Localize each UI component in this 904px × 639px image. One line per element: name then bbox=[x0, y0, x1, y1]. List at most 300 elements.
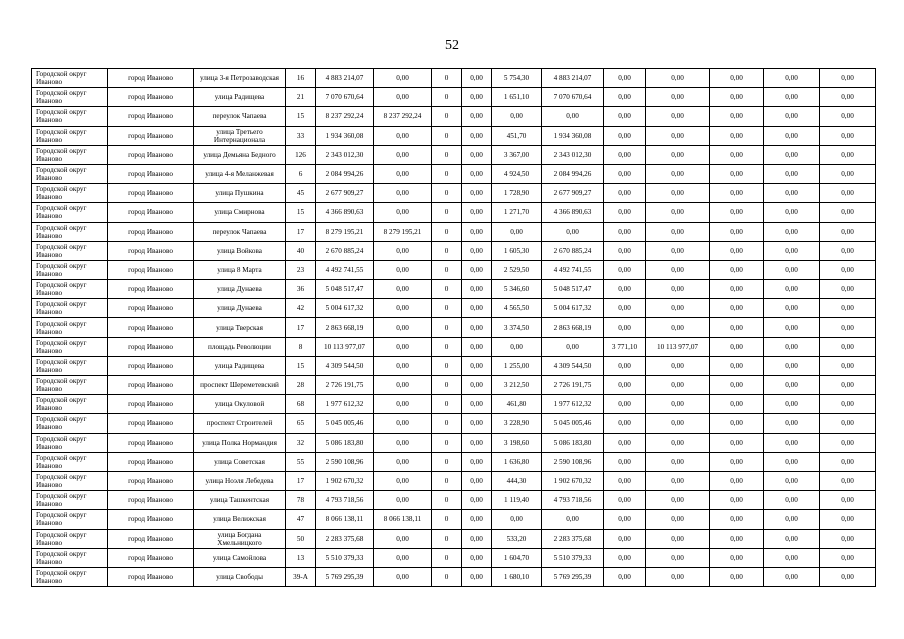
cell-col-14: 0,00 bbox=[764, 337, 820, 356]
cell-col-14: 0,00 bbox=[764, 318, 820, 337]
cell-col-10: 1 977 612,32 bbox=[542, 395, 604, 414]
cell-col-10: 4 883 214,07 bbox=[542, 69, 604, 88]
cell-col-10: 5 048 517,47 bbox=[542, 280, 604, 299]
cell-col-13: 0,00 bbox=[710, 491, 764, 510]
cell-street: улица Окуловой bbox=[194, 395, 286, 414]
cell-total-cost: 5 769 295,39 bbox=[316, 567, 374, 586]
cell-col-7: 0 bbox=[432, 337, 462, 356]
cell-okrug: Городской округ Иваново bbox=[32, 510, 108, 529]
cell-col-6: 0,00 bbox=[374, 471, 432, 490]
cell-col-15: 0,00 bbox=[820, 414, 876, 433]
cell-total-cost: 5 048 517,47 bbox=[316, 280, 374, 299]
cell-street: улица Богдана Хмельницкого bbox=[194, 529, 286, 548]
table-row bbox=[32, 222, 876, 241]
cell-col-12: 0,00 bbox=[646, 107, 710, 126]
cell-col-7: 0 bbox=[432, 395, 462, 414]
cell-col-8: 0,00 bbox=[462, 184, 492, 203]
cell-okrug: Городской округ Иваново bbox=[32, 145, 108, 164]
cell-col-8: 0,00 bbox=[462, 567, 492, 586]
cell-col-7: 0 bbox=[432, 376, 462, 395]
table-row bbox=[32, 337, 876, 356]
cell-okrug: Городской округ Иваново bbox=[32, 126, 108, 145]
cell-col-7: 0 bbox=[432, 126, 462, 145]
cell-col-8: 0,00 bbox=[462, 529, 492, 548]
table-row bbox=[32, 529, 876, 548]
cell-house: 16 bbox=[286, 69, 316, 88]
cell-settlement: город Иваново bbox=[108, 337, 194, 356]
cell-col-9: 1 271,70 bbox=[492, 203, 542, 222]
cell-col-8: 0,00 bbox=[462, 241, 492, 260]
cell-okrug: Городской округ Иваново bbox=[32, 203, 108, 222]
cell-col-9: 3 212,50 bbox=[492, 376, 542, 395]
cell-col-13: 0,00 bbox=[710, 107, 764, 126]
cell-col-12: 0,00 bbox=[646, 376, 710, 395]
cell-street: проспект Шереметевский bbox=[194, 376, 286, 395]
cell-okrug: Городской округ Иваново bbox=[32, 241, 108, 260]
cell-col-7: 0 bbox=[432, 433, 462, 452]
cell-col-9: 444,30 bbox=[492, 471, 542, 490]
cell-col-15: 0,00 bbox=[820, 126, 876, 145]
cell-house: 55 bbox=[286, 452, 316, 471]
table-row bbox=[32, 241, 876, 260]
data-table bbox=[31, 68, 876, 587]
cell-col-7: 0 bbox=[432, 414, 462, 433]
cell-col-10: 2 343 012,30 bbox=[542, 145, 604, 164]
cell-col-15: 0,00 bbox=[820, 318, 876, 337]
cell-street: улица Смирнова bbox=[194, 203, 286, 222]
cell-settlement: город Иваново bbox=[108, 126, 194, 145]
cell-col-12: 0,00 bbox=[646, 280, 710, 299]
cell-col-10: 2 726 191,75 bbox=[542, 376, 604, 395]
table-row bbox=[32, 548, 876, 567]
cell-col-10: 5 510 379,33 bbox=[542, 548, 604, 567]
cell-col-14: 0,00 bbox=[764, 241, 820, 260]
cell-house: 6 bbox=[286, 164, 316, 183]
cell-col-10: 2 677 909,27 bbox=[542, 184, 604, 203]
cell-col-8: 0,00 bbox=[462, 452, 492, 471]
cell-house: 21 bbox=[286, 88, 316, 107]
table-row bbox=[32, 203, 876, 222]
cell-settlement: город Иваново bbox=[108, 395, 194, 414]
cell-col-13: 0,00 bbox=[710, 299, 764, 318]
cell-col-14: 0,00 bbox=[764, 376, 820, 395]
cell-col-14: 0,00 bbox=[764, 567, 820, 586]
cell-col-14: 0,00 bbox=[764, 126, 820, 145]
cell-col-11: 0,00 bbox=[604, 107, 646, 126]
cell-settlement: город Иваново bbox=[108, 376, 194, 395]
cell-col-11: 0,00 bbox=[604, 280, 646, 299]
cell-house: 15 bbox=[286, 356, 316, 375]
table-row bbox=[32, 414, 876, 433]
cell-settlement: город Иваново bbox=[108, 433, 194, 452]
cell-okrug: Городской округ Иваново bbox=[32, 88, 108, 107]
cell-settlement: город Иваново bbox=[108, 69, 194, 88]
cell-col-12: 0,00 bbox=[646, 471, 710, 490]
cell-col-7: 0 bbox=[432, 318, 462, 337]
cell-col-6: 0,00 bbox=[374, 164, 432, 183]
cell-house: 15 bbox=[286, 203, 316, 222]
cell-col-6: 0,00 bbox=[374, 88, 432, 107]
cell-col-14: 0,00 bbox=[764, 184, 820, 203]
cell-total-cost: 5 510 379,33 bbox=[316, 548, 374, 567]
cell-total-cost: 4 366 890,63 bbox=[316, 203, 374, 222]
cell-col-11: 0,00 bbox=[604, 356, 646, 375]
cell-col-11: 3 771,10 bbox=[604, 337, 646, 356]
cell-street: улица Третьего Интернационала bbox=[194, 126, 286, 145]
cell-col-9: 4 924,50 bbox=[492, 164, 542, 183]
cell-col-13: 0,00 bbox=[710, 395, 764, 414]
cell-col-15: 0,00 bbox=[820, 280, 876, 299]
cell-col-7: 0 bbox=[432, 299, 462, 318]
cell-col-8: 0,00 bbox=[462, 222, 492, 241]
cell-col-12: 0,00 bbox=[646, 222, 710, 241]
cell-settlement: город Иваново bbox=[108, 471, 194, 490]
cell-col-15: 0,00 bbox=[820, 471, 876, 490]
cell-col-9: 5 754,30 bbox=[492, 69, 542, 88]
cell-col-7: 0 bbox=[432, 260, 462, 279]
cell-col-15: 0,00 bbox=[820, 510, 876, 529]
cell-okrug: Городской округ Иваново bbox=[32, 567, 108, 586]
cell-col-9: 0,00 bbox=[492, 222, 542, 241]
cell-col-6: 0,00 bbox=[374, 184, 432, 203]
cell-col-9: 1 605,30 bbox=[492, 241, 542, 260]
cell-col-15: 0,00 bbox=[820, 491, 876, 510]
cell-col-9: 1 651,10 bbox=[492, 88, 542, 107]
cell-col-15: 0,00 bbox=[820, 260, 876, 279]
cell-col-13: 0,00 bbox=[710, 69, 764, 88]
table-body bbox=[32, 69, 876, 587]
cell-col-8: 0,00 bbox=[462, 356, 492, 375]
cell-col-11: 0,00 bbox=[604, 299, 646, 318]
cell-settlement: город Иваново bbox=[108, 318, 194, 337]
cell-settlement: город Иваново bbox=[108, 356, 194, 375]
cell-col-14: 0,00 bbox=[764, 164, 820, 183]
cell-col-15: 0,00 bbox=[820, 395, 876, 414]
cell-col-15: 0,00 bbox=[820, 88, 876, 107]
cell-col-14: 0,00 bbox=[764, 510, 820, 529]
cell-col-8: 0,00 bbox=[462, 88, 492, 107]
cell-col-10: 5 004 617,32 bbox=[542, 299, 604, 318]
cell-col-10: 5 769 295,39 bbox=[542, 567, 604, 586]
cell-col-12: 0,00 bbox=[646, 529, 710, 548]
cell-col-14: 0,00 bbox=[764, 88, 820, 107]
cell-okrug: Городской округ Иваново bbox=[32, 433, 108, 452]
cell-col-7: 0 bbox=[432, 567, 462, 586]
table-row bbox=[32, 510, 876, 529]
cell-col-9: 1 680,10 bbox=[492, 567, 542, 586]
cell-col-14: 0,00 bbox=[764, 529, 820, 548]
cell-col-6: 0,00 bbox=[374, 567, 432, 586]
cell-col-7: 0 bbox=[432, 203, 462, 222]
cell-street: улица Советская bbox=[194, 452, 286, 471]
cell-col-9: 1 119,40 bbox=[492, 491, 542, 510]
cell-col-6: 8 279 195,21 bbox=[374, 222, 432, 241]
cell-col-15: 0,00 bbox=[820, 433, 876, 452]
cell-col-7: 0 bbox=[432, 222, 462, 241]
cell-col-15: 0,00 bbox=[820, 567, 876, 586]
cell-total-cost: 2 343 012,30 bbox=[316, 145, 374, 164]
cell-col-13: 0,00 bbox=[710, 376, 764, 395]
cell-col-6: 0,00 bbox=[374, 395, 432, 414]
cell-total-cost: 7 070 670,64 bbox=[316, 88, 374, 107]
cell-settlement: город Иваново bbox=[108, 164, 194, 183]
cell-col-15: 0,00 bbox=[820, 241, 876, 260]
cell-col-11: 0,00 bbox=[604, 529, 646, 548]
cell-settlement: город Иваново bbox=[108, 452, 194, 471]
cell-house: 32 bbox=[286, 433, 316, 452]
cell-col-9: 1 636,80 bbox=[492, 452, 542, 471]
cell-col-11: 0,00 bbox=[604, 222, 646, 241]
cell-street: переулок Чапаева bbox=[194, 222, 286, 241]
cell-col-6: 0,00 bbox=[374, 529, 432, 548]
cell-col-6: 0,00 bbox=[374, 452, 432, 471]
cell-house: 17 bbox=[286, 318, 316, 337]
cell-street: переулок Чапаева bbox=[194, 107, 286, 126]
cell-col-10: 2 670 885,24 bbox=[542, 241, 604, 260]
cell-col-11: 0,00 bbox=[604, 414, 646, 433]
cell-col-6: 8 066 138,11 bbox=[374, 510, 432, 529]
cell-col-14: 0,00 bbox=[764, 433, 820, 452]
cell-col-14: 0,00 bbox=[764, 299, 820, 318]
cell-col-12: 0,00 bbox=[646, 318, 710, 337]
cell-col-10: 1 902 670,32 bbox=[542, 471, 604, 490]
cell-settlement: город Иваново bbox=[108, 241, 194, 260]
cell-col-14: 0,00 bbox=[764, 356, 820, 375]
cell-col-6: 0,00 bbox=[374, 356, 432, 375]
cell-col-8: 0,00 bbox=[462, 164, 492, 183]
cell-okrug: Городской округ Иваново bbox=[32, 395, 108, 414]
cell-col-8: 0,00 bbox=[462, 376, 492, 395]
cell-col-12: 10 113 977,07 bbox=[646, 337, 710, 356]
cell-col-9: 1 728,90 bbox=[492, 184, 542, 203]
cell-col-10: 0,00 bbox=[542, 222, 604, 241]
cell-col-10: 2 590 108,96 bbox=[542, 452, 604, 471]
cell-col-8: 0,00 bbox=[462, 318, 492, 337]
cell-col-14: 0,00 bbox=[764, 414, 820, 433]
cell-total-cost: 2 590 108,96 bbox=[316, 452, 374, 471]
cell-col-6: 0,00 bbox=[374, 69, 432, 88]
cell-house: 15 bbox=[286, 107, 316, 126]
cell-col-14: 0,00 bbox=[764, 222, 820, 241]
table-row bbox=[32, 107, 876, 126]
cell-col-10: 4 492 741,55 bbox=[542, 260, 604, 279]
cell-col-11: 0,00 bbox=[604, 184, 646, 203]
cell-street: улица Самойлова bbox=[194, 548, 286, 567]
cell-col-13: 0,00 bbox=[710, 318, 764, 337]
cell-settlement: город Иваново bbox=[108, 145, 194, 164]
cell-col-13: 0,00 bbox=[710, 145, 764, 164]
cell-house: 36 bbox=[286, 280, 316, 299]
cell-col-11: 0,00 bbox=[604, 69, 646, 88]
cell-total-cost: 2 863 668,19 bbox=[316, 318, 374, 337]
cell-col-12: 0,00 bbox=[646, 452, 710, 471]
cell-col-14: 0,00 bbox=[764, 203, 820, 222]
cell-total-cost: 2 677 909,27 bbox=[316, 184, 374, 203]
cell-col-13: 0,00 bbox=[710, 356, 764, 375]
cell-settlement: город Иваново bbox=[108, 567, 194, 586]
cell-col-9: 3 228,90 bbox=[492, 414, 542, 433]
cell-street: улица Радищева bbox=[194, 356, 286, 375]
cell-col-12: 0,00 bbox=[646, 164, 710, 183]
page-number: 52 bbox=[445, 38, 459, 53]
cell-settlement: город Иваново bbox=[108, 222, 194, 241]
cell-col-9: 1 255,00 bbox=[492, 356, 542, 375]
cell-col-10: 4 309 544,50 bbox=[542, 356, 604, 375]
cell-settlement: город Иваново bbox=[108, 299, 194, 318]
cell-col-14: 0,00 bbox=[764, 107, 820, 126]
cell-col-8: 0,00 bbox=[462, 548, 492, 567]
cell-col-11: 0,00 bbox=[604, 126, 646, 145]
table-row bbox=[32, 260, 876, 279]
cell-col-7: 0 bbox=[432, 452, 462, 471]
cell-col-7: 0 bbox=[432, 280, 462, 299]
cell-col-15: 0,00 bbox=[820, 69, 876, 88]
cell-col-9: 1 604,70 bbox=[492, 548, 542, 567]
cell-col-10: 0,00 bbox=[542, 107, 604, 126]
cell-col-13: 0,00 bbox=[710, 164, 764, 183]
cell-col-14: 0,00 bbox=[764, 491, 820, 510]
cell-col-15: 0,00 bbox=[820, 452, 876, 471]
cell-col-7: 0 bbox=[432, 548, 462, 567]
table-row bbox=[32, 69, 876, 88]
table-row bbox=[32, 433, 876, 452]
cell-col-12: 0,00 bbox=[646, 433, 710, 452]
cell-col-6: 0,00 bbox=[374, 126, 432, 145]
cell-col-6: 0,00 bbox=[374, 376, 432, 395]
cell-col-15: 0,00 bbox=[820, 376, 876, 395]
cell-col-9: 0,00 bbox=[492, 337, 542, 356]
cell-col-8: 0,00 bbox=[462, 260, 492, 279]
cell-col-7: 0 bbox=[432, 491, 462, 510]
cell-col-10: 0,00 bbox=[542, 337, 604, 356]
cell-col-8: 0,00 bbox=[462, 491, 492, 510]
cell-col-6: 0,00 bbox=[374, 241, 432, 260]
cell-col-7: 0 bbox=[432, 529, 462, 548]
cell-col-10: 4 366 890,63 bbox=[542, 203, 604, 222]
cell-col-9: 533,20 bbox=[492, 529, 542, 548]
cell-col-6: 0,00 bbox=[374, 414, 432, 433]
cell-col-13: 0,00 bbox=[710, 260, 764, 279]
cell-col-15: 0,00 bbox=[820, 356, 876, 375]
cell-col-12: 0,00 bbox=[646, 88, 710, 107]
cell-street: улица Дунаева bbox=[194, 280, 286, 299]
cell-settlement: город Иваново bbox=[108, 260, 194, 279]
cell-col-10: 0,00 bbox=[542, 510, 604, 529]
cell-total-cost: 5 004 617,32 bbox=[316, 299, 374, 318]
cell-house: 40 bbox=[286, 241, 316, 260]
cell-okrug: Городской округ Иваново bbox=[32, 452, 108, 471]
cell-col-12: 0,00 bbox=[646, 356, 710, 375]
table-row bbox=[32, 356, 876, 375]
cell-col-13: 0,00 bbox=[710, 433, 764, 452]
cell-col-11: 0,00 bbox=[604, 548, 646, 567]
cell-col-6: 0,00 bbox=[374, 337, 432, 356]
cell-col-12: 0,00 bbox=[646, 203, 710, 222]
cell-col-11: 0,00 bbox=[604, 203, 646, 222]
cell-col-9: 0,00 bbox=[492, 107, 542, 126]
cell-total-cost: 8 237 292,24 bbox=[316, 107, 374, 126]
cell-col-10: 2 283 375,68 bbox=[542, 529, 604, 548]
cell-col-12: 0,00 bbox=[646, 510, 710, 529]
cell-col-15: 0,00 bbox=[820, 337, 876, 356]
cell-col-11: 0,00 bbox=[604, 260, 646, 279]
cell-total-cost: 5 045 005,46 bbox=[316, 414, 374, 433]
cell-street: улица 3-я Петрозаводская bbox=[194, 69, 286, 88]
cell-col-6: 0,00 bbox=[374, 433, 432, 452]
table-row bbox=[32, 280, 876, 299]
cell-col-8: 0,00 bbox=[462, 414, 492, 433]
cell-okrug: Городской округ Иваново bbox=[32, 376, 108, 395]
cell-house: 23 bbox=[286, 260, 316, 279]
table-row bbox=[32, 145, 876, 164]
cell-col-11: 0,00 bbox=[604, 241, 646, 260]
cell-house: 45 bbox=[286, 184, 316, 203]
cell-col-6: 0,00 bbox=[374, 299, 432, 318]
cell-total-cost: 8 279 195,21 bbox=[316, 222, 374, 241]
cell-col-13: 0,00 bbox=[710, 241, 764, 260]
cell-col-6: 0,00 bbox=[374, 260, 432, 279]
cell-okrug: Городской округ Иваново bbox=[32, 184, 108, 203]
cell-col-8: 0,00 bbox=[462, 299, 492, 318]
cell-col-13: 0,00 bbox=[710, 529, 764, 548]
cell-col-14: 0,00 bbox=[764, 280, 820, 299]
cell-col-14: 0,00 bbox=[764, 260, 820, 279]
cell-street: улица Свободы bbox=[194, 567, 286, 586]
cell-settlement: город Иваново bbox=[108, 184, 194, 203]
cell-col-8: 0,00 bbox=[462, 69, 492, 88]
cell-col-7: 0 bbox=[432, 471, 462, 490]
cell-street: улица Пушкина bbox=[194, 184, 286, 203]
cell-col-13: 0,00 bbox=[710, 452, 764, 471]
cell-col-12: 0,00 bbox=[646, 567, 710, 586]
cell-col-6: 0,00 bbox=[374, 548, 432, 567]
cell-col-15: 0,00 bbox=[820, 529, 876, 548]
cell-okrug: Городской округ Иваново bbox=[32, 471, 108, 490]
cell-col-12: 0,00 bbox=[646, 69, 710, 88]
cell-col-10: 2 084 994,26 bbox=[542, 164, 604, 183]
cell-settlement: город Иваново bbox=[108, 280, 194, 299]
cell-col-13: 0,00 bbox=[710, 126, 764, 145]
cell-house: 65 bbox=[286, 414, 316, 433]
cell-col-7: 0 bbox=[432, 88, 462, 107]
cell-house: 50 bbox=[286, 529, 316, 548]
cell-col-9: 0,00 bbox=[492, 510, 542, 529]
cell-col-13: 0,00 bbox=[710, 203, 764, 222]
cell-col-13: 0,00 bbox=[710, 471, 764, 490]
table-row bbox=[32, 88, 876, 107]
cell-col-10: 4 793 718,56 bbox=[542, 491, 604, 510]
cell-col-14: 0,00 bbox=[764, 395, 820, 414]
cell-total-cost: 4 793 718,56 bbox=[316, 491, 374, 510]
cell-okrug: Городской округ Иваново bbox=[32, 548, 108, 567]
table-row bbox=[32, 126, 876, 145]
cell-total-cost: 1 934 360,08 bbox=[316, 126, 374, 145]
cell-col-12: 0,00 bbox=[646, 126, 710, 145]
cell-col-13: 0,00 bbox=[710, 414, 764, 433]
cell-col-15: 0,00 bbox=[820, 222, 876, 241]
cell-col-6: 0,00 bbox=[374, 203, 432, 222]
cell-col-13: 0,00 bbox=[710, 88, 764, 107]
cell-col-13: 0,00 bbox=[710, 567, 764, 586]
cell-street: улица 8 Марта bbox=[194, 260, 286, 279]
cell-col-12: 0,00 bbox=[646, 145, 710, 164]
cell-street: улица Полка Нормандия bbox=[194, 433, 286, 452]
cell-col-12: 0,00 bbox=[646, 395, 710, 414]
cell-house: 13 bbox=[286, 548, 316, 567]
cell-col-13: 0,00 bbox=[710, 510, 764, 529]
cell-street: улица Радищева bbox=[194, 88, 286, 107]
cell-col-10: 5 045 005,46 bbox=[542, 414, 604, 433]
